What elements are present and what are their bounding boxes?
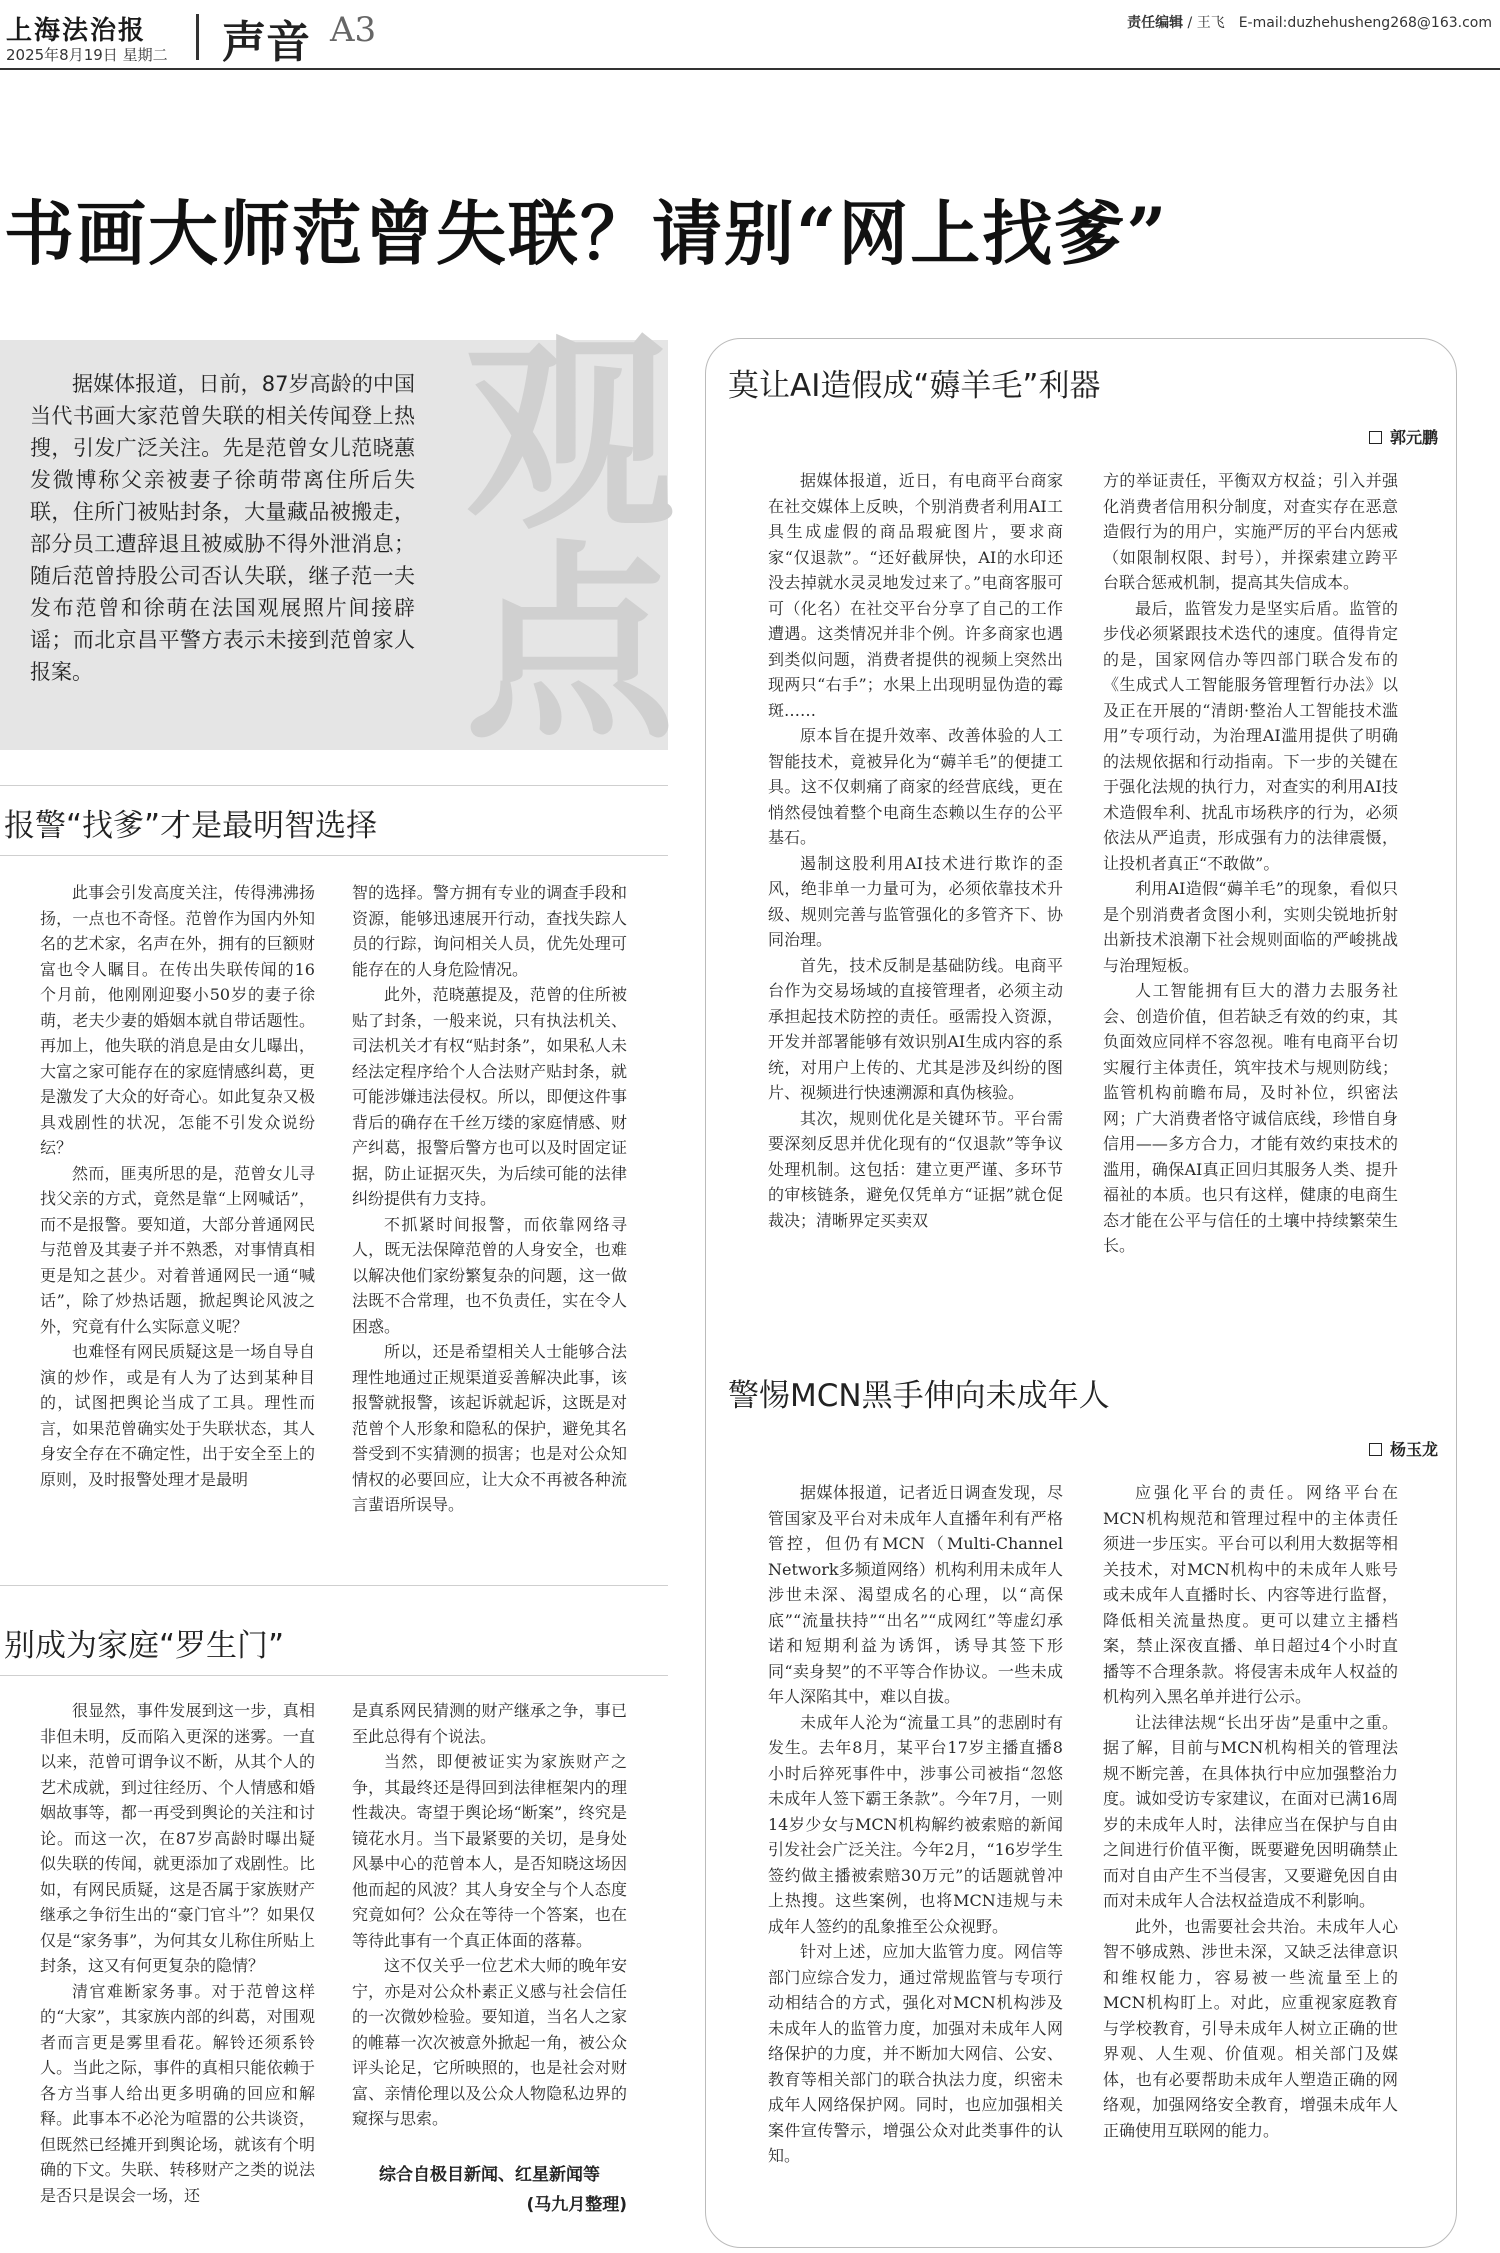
article2-col2 bbox=[352, 1698, 627, 2132]
article4-paragraph: 让法律法规“长出牙齿”是重中之重。据了解，目前与MCN机构相关的管理法规不断完善，在具体执行中应加强整治力度。诚如受访专家建议，在面对已满16周岁的未成年人时，法律应当在保护与自由之间进行价值平衡，既要避免因明确禁止而对自由产生不当侵害，又要避免因自由而对未成年人合法权益造成不利影响。 bbox=[1103, 1712, 1398, 1910]
article3-title: 莫让AI造假成“薅羊毛”利器 bbox=[728, 368, 1101, 404]
column-tag-char-2: 点 bbox=[464, 521, 675, 768]
article1-paragraph: 也难怪有网民质疑这是一场自导自演的炒作，或是有人为了达到某种目的，试图把舆论当成了工具。理性而言，如果范曾确实处于失联状态，其人身安全存在不确定性，出于安全至上的原则，及时报警处理才是最明 bbox=[40, 1342, 315, 1489]
editor-name: 王飞 bbox=[1196, 15, 1225, 31]
square-icon bbox=[1369, 1443, 1382, 1456]
article1-col1 bbox=[40, 880, 315, 1492]
article4-col2 bbox=[1103, 1480, 1398, 2143]
article2-paragraph: 清官难断家务事。对于范曾这样的“大家”，其家族内部的纠葛，对围观者而言更是雾里看花。解铃还须系铃人。当此之际，事件的真相只能依赖于各方当事人给出更多明确的回应和解释。此事本不必沦为喧嚣的公共谈资，但既然已经摊开到舆论场，就该有个明确的下文。失联、转移财产之类的说法是否只是误会一场，还 bbox=[40, 1981, 315, 2205]
article3-author: 郭元鹏 bbox=[1389, 428, 1438, 447]
article3-paragraph: 其次，规则优化是关键环节。平台需要深刻反思并优化现有的“仅退款”等争议处理机制。这包括：建立更严谨、多环节的审核链条，避免仅凭单方“证据”就仓促裁决；清晰界定买卖双 bbox=[768, 1108, 1063, 1230]
article2-paragraph: 这不仅关乎一位艺术大师的晚年安宁，亦是对公众朴素正义感与社会信任的一次微妙检验。要知道，当名人之家的帷幕一次次被意外掀起一角，被公众评头论足，它所映照的，也是社会对财富、亲情伦理以及公众人物隐私边界的窥探与思索。 bbox=[352, 1956, 627, 2128]
article2-rule bbox=[0, 1675, 668, 1676]
article1-paragraph: 所以，还是希望相关人士能够合法理性地通过正规渠道妥善解决此事，该报警就报警，该起诉就起诉，这既是对范曾个人形象和隐私的保护，避免其名誉受到不实猜测的损害；也是对公众知情权的必要回应，让大众不再被各种流言蜚语所误导。 bbox=[352, 1342, 627, 1514]
article2-title: 别成为家庭“罗生门” bbox=[4, 1628, 285, 1664]
newspaper-logo: 上海法治报 bbox=[6, 16, 147, 46]
article4-col1 bbox=[768, 1480, 1063, 2169]
article1-paragraph: 不抓紧时间报警，而依靠网络寻人，既无法保障范曾的人身安全，也难以解决他们家纷繁复杂的问题，这一做法既不合常理，也不负责任，实在令人困惑。 bbox=[352, 1214, 627, 1336]
article4-paragraph: 应强化平台的责任。网络平台在MCN机构规范和管理过程中的主体责任须进一步压实。平台可以利用大数据等相关技术，对MCN机构中的未成年人账号或未成年人直播时长、内容等进行监督，降低相关流量热度。更可以建立主播档案，禁止深夜直播、单日超过4个小时直播等不合理条款。将侵害未成年人权益的机构列入黑名单并进行公示。 bbox=[1103, 1483, 1398, 1706]
article2-col1 bbox=[40, 1698, 315, 2208]
article3-paragraph: 人工智能拥有巨大的潜力去服务社会、创造价值，但若缺乏有效的约束，其负面效应同样不容忽视。唯有电商平台切实履行主体责任，筑牢技术与规则防线；监管机构前瞻布局，及时补位，织密法网；广大消费者恪守诚信底线，珍惜自身信用——多方合力，才能有效约束技术的滥用，确保AI真正回归其服务人类、提升福祉的本质。也只有这样，健康的电商生态才能在公平与信任的土壤中持续繁荣生长。 bbox=[1103, 981, 1398, 1255]
section-rule bbox=[0, 785, 668, 786]
article3-paragraph: 首先，技术反制是基础防线。电商平台作为交易场域的直接管理者，必须主动承担起技术防控的责任。亟需投入资源，开发并部署能够有效识别AI生成内容的系统，对用户上传的、尤其是涉及纠纷的图片、视频进行快速溯源和真伪核验。 bbox=[768, 955, 1063, 1102]
editor-label: 责任编辑 bbox=[1127, 15, 1184, 31]
article1-col2 bbox=[352, 880, 627, 1518]
page-number: A3 bbox=[330, 10, 377, 50]
section-rule bbox=[0, 1585, 668, 1586]
article3-paragraph: 遏制这股利用AI技术进行欺诈的歪风，绝非单一力量可为，必须依靠技术升级、规则完善与监管强化的多管齐下、协同治理。 bbox=[768, 853, 1063, 949]
lead-summary: 据媒体报道，日前，87岁高龄的中国当代书画大家范曾失联的相关传闻登上热搜，引发广泛关注。先是范曾女儿范晓蕙发微博称父亲被妻子徐萌带离住所后失联，住所门被贴封条，大量藏品被搬走，部分员工遭辞退且被威胁不得外泄消息；随后范曾持股公司否认失联，继子范一夫发布范曾和徐萌在法国观展照片间接辟谣；而北京昌平警方表示未接到范曾家人报案。 bbox=[30, 372, 415, 684]
article2-compiler: (马九月整理) bbox=[526, 2195, 627, 2215]
section-name: 声音 bbox=[222, 17, 310, 68]
article4-paragraph: 针对上述，应加大监管力度。网信等部门应综合发力，通过常规监管与专项行动相结合的方式，强化对MCN机构涉及未成年人的监管力度，加强对未成年人网络保护的力度，并不断加大网信、公安、教育等相关部门的联合执法力度，织密未成年人网络保护网。同时，也应加强相关案件宣传警示，增强公众对此类事件的认知。 bbox=[768, 1942, 1063, 2165]
article4-paragraph: 此外，也需要社会共治。未成年人心智不够成熟、涉世未深，又缺乏法律意识和维权能力，容易被一些流量至上的MCN机构盯上。对此，应重视家庭教育与学校教育，引导未成年人树立正确的世界观、人生观、价值观。相关部门及媒体，也有必要帮助未成年人塑造正确的网络观，加强网络安全教育，增强未成年人正确使用互联网的能力。 bbox=[1103, 1916, 1398, 2140]
masthead-rule bbox=[0, 68, 1500, 70]
article1-paragraph: 智的选择。警方拥有专业的调查手段和资源，能够迅速展开行动，查找失踪人员的行踪，询问相关人员，优先处理可能存在的人身危险情况。 bbox=[352, 883, 627, 979]
article2-source: 综合自极目新闻、红星新闻等 bbox=[379, 2165, 600, 2185]
article1-paragraph: 此事会引发高度关注，传得沸沸扬扬，一点也不奇怪。范曾作为国内外知名的艺术家，名声在外，拥有的巨额财富也令人瞩目。在传出失联传闻的16个月前，他刚刚迎娶小50岁的妻子徐萌，老夫少妻的婚姻本就自带话题性。再加上，他失联的消息是由女儿曝出，大富之家可能存在的家庭情感纠葛，更是激发了大众的好奇心。如此复杂又极具戏剧性的状况，怎能不引发众说纷纭？ bbox=[40, 883, 315, 1157]
article4-title: 警惕MCN黑手伸向未成年人 bbox=[728, 1378, 1110, 1414]
article3-paragraph: 最后，监管发力是坚实后盾。监管的步伐必须紧跟技术迭代的速度。值得肯定的是，国家网信办等四部门联合发布的《生成式人工智能服务管理暂行办法》以及正在开展的“清朗·整治人工智能技术滥用”专项行动，为治理AI滥用提供了明确的法规依据和行动指南。下一步的关键在于强化法规的执行力，对查实的利用AI技术造假牟利、扰乱市场秩序的行为，必须依法从严追责，形成强有力的法律震慑，让投机者真正“不敢做”。 bbox=[1103, 598, 1398, 873]
article4-byline bbox=[1369, 1437, 1438, 1460]
article2-paragraph: 很显然，事件发展到这一步，真相非但未明，反而陷入更深的迷雾。一直以来，范曾可谓争议不断，从其个人的艺术成就，到过往经历、个人情感和婚姻故事等，都一再受到舆论的关注和讨论。而这一次，在87岁高龄时曝出疑似失联的传闻，就更添加了戏剧性。比如，有网民质疑，这是否属于家族财产继承之争衍生出的“豪门官斗”？如果仅仅是“家务事”，为何其女儿称住所贴上封条，这又有何更复杂的隐情？ bbox=[40, 1701, 315, 1975]
column-tag-char-1: 观 bbox=[464, 311, 675, 558]
issue-date: 2025年8月19日 星期二 bbox=[6, 46, 168, 64]
lead-summary-box bbox=[0, 311, 675, 768]
square-icon bbox=[1369, 431, 1382, 444]
article1-rule bbox=[0, 855, 668, 856]
lead-summary-text-wrap bbox=[30, 368, 415, 688]
editor-info: 责任编辑 / 王飞 E-mail:duzhehusheng268@163.com bbox=[1127, 15, 1492, 31]
article4-author: 杨玉龙 bbox=[1389, 1440, 1438, 1459]
article2-paragraph: 当然，即便被证实为家族财产之争，其最终还是得回到法律框架内的理性裁决。寄望于舆论场“断案”，终究是镜花水月。当下最紧要的关切，是身处风暴中心的范曾本人，是否知晓这场因他而起的风波？其人身安全与个人态度究竟如何？公众在等待一个答案，也在等待此事有一个真正体面的落幕。 bbox=[352, 1752, 627, 1950]
article4-paragraph: 据媒体报道，记者近日调查发现，尽管国家及平台对未成年人直播年利有严格管控，但仍有MCN（Multi-Channel Network多频道网络）机构利用未成年人涉世未深、渴望成名的心理，以“高保底”“流量扶持”“出名”“成网红”等虚幻承诺和短期利益为诱饵，诱导其签下形同“卖身契”的不平等合作协议。一些未成年人深陷其中，难以自拔。 bbox=[768, 1483, 1063, 1706]
article3-paragraph: 利用AI造假“薅羊毛”的现象，看似只是个别消费者贪图小利，实则尖锐地折射出新技术浪潮下社会规则面临的严峻挑战与治理短板。 bbox=[1103, 879, 1398, 975]
article4-paragraph: 未成年人沦为“流量工具”的悲剧时有发生。去年8月，某平台17岁主播直播8小时后猝死事件中，涉事公司被指“忽悠未成年人签下霸王条款”。今年7月，一则14岁少女与MCN机构解约被索赔的新闻引发社会广泛关注。今年2月，“16岁学生签约做主播被索赔30万元”的话题就曾冲上热搜。这些案例，也将MCN违规与未成年人签约的乱象推至公众视野。 bbox=[768, 1712, 1063, 1936]
main-headline: 书画大师范曾失联？请别“网上找爹” bbox=[4, 192, 1169, 275]
column-tag-watermark bbox=[460, 311, 680, 768]
article3-col2 bbox=[1103, 468, 1398, 1259]
article2-paragraph: 是真系网民猜测的财产继承之争，事已至此总得有个说法。 bbox=[352, 1701, 627, 1746]
article3-paragraph: 据媒体报道，近日，有电商平台商家在社交媒体上反映，个别消费者利用AI工具生成虚假的商品瑕疵图片，要求商家“仅退款”。“还好截屏快，AI的水印还没去掉就水灵灵地发过来了。”电商客服可可（化名）在社交平台分享了自己的工作遭遇。这类情况并非个例。许多商家也遇到类似问题，消费者提供的视频上突然出现两只“右手”；水果上出现明显伪造的霉斑…… bbox=[768, 471, 1063, 720]
article3-byline bbox=[1369, 425, 1438, 448]
article1-paragraph: 此外，范晓蕙提及，范曾的住所被贴了封条，一般来说，只有执法机关、司法机关才有权“贴封条”，如果私人未经法定程序给个人合法财产贴封条，就可能涉嫌违法侵权。所以，即便这件事背后的确存在千丝万缕的家庭情感、财产纠葛，报警后警方也可以及时固定证据，防止证据灭失，为后续可能的法律纠纷提供有力支持。 bbox=[352, 985, 627, 1208]
article3-paragraph: 原本旨在提升效率、改善体验的人工智能技术，竟被异化为“薅羊毛”的便捷工具。这不仅刺痛了商家的经营底线，更在悄然侵蚀着整个电商生态赖以生存的公平基石。 bbox=[768, 726, 1063, 847]
article1-title: 报警“找爹”才是最明智选择 bbox=[4, 808, 378, 844]
masthead-divider bbox=[196, 14, 199, 60]
article3-col1 bbox=[768, 468, 1063, 1233]
editor-email: E-mail:duzhehusheng268@163.com bbox=[1238, 15, 1492, 31]
article1-paragraph: 然而，匪夷所思的是，范曾女儿寻找父亲的方式，竟然是靠“上网喊话”，而不是报警。要知道，大部分普通网民与范曾及其妻子并不熟悉，对事情真相更是知之甚少。对着普通网民一通“喊话”，除了炒热话题，掀起舆论风波之外，究竟有什么实际意义呢？ bbox=[40, 1163, 315, 1336]
article3-paragraph: 方的举证责任，平衡双方权益；引入并强化消费者信用积分制度，对查实存在恶意造假行为的用户，实施严厉的平台内惩戒（如限制权限、封号），并探索建立跨平台联合惩戒机制，提高其失信成本。 bbox=[1103, 471, 1398, 592]
